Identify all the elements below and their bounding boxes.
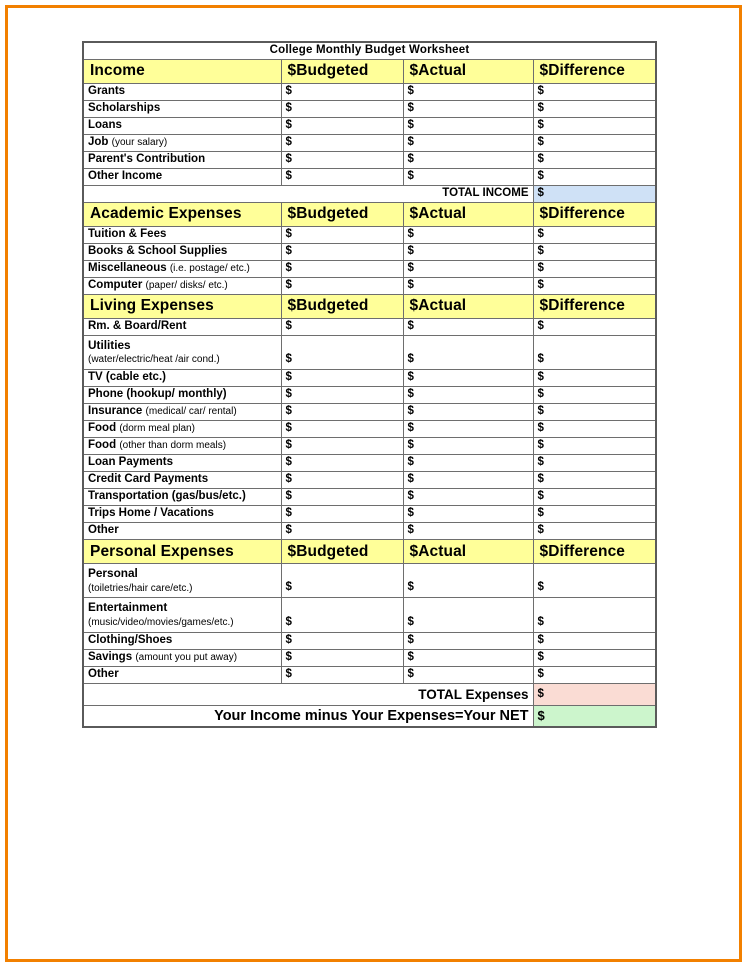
- budgeted-input-cell[interactable]: $: [281, 386, 403, 403]
- difference-input-cell[interactable]: $: [533, 318, 656, 335]
- difference-input-cell[interactable]: $: [533, 649, 656, 666]
- table-row: [83, 83, 656, 100]
- row-label-main: Utilities: [88, 337, 131, 352]
- budget-table: [82, 41, 657, 728]
- difference-input-cell[interactable]: $: [533, 168, 656, 185]
- actual-input-cell[interactable]: $: [403, 563, 533, 597]
- row-label-cell: [83, 598, 281, 632]
- difference-input-cell[interactable]: $: [533, 488, 656, 505]
- budgeted-input-cell[interactable]: $: [281, 318, 403, 335]
- row-label-main: Computer: [88, 278, 143, 291]
- row-label-cell: [83, 386, 281, 403]
- budgeted-input-cell[interactable]: $: [281, 403, 403, 420]
- row-label-note: (i.e. postage/ etc.): [169, 262, 250, 274]
- net-value[interactable]: $: [533, 705, 656, 727]
- actual-input-cell[interactable]: $: [403, 117, 533, 134]
- budgeted-input-cell[interactable]: $: [281, 522, 403, 539]
- column-header-difference: $Difference: [533, 539, 656, 563]
- actual-input-cell[interactable]: $: [403, 277, 533, 294]
- total-income-label: TOTAL INCOME: [83, 185, 533, 202]
- difference-input-cell[interactable]: $: [533, 471, 656, 488]
- row-label-cell: [83, 117, 281, 134]
- row-label-cell: [83, 471, 281, 488]
- actual-input-cell[interactable]: $: [403, 168, 533, 185]
- row-label-main: TV (cable etc.): [88, 371, 166, 384]
- row-label-note: (other than dorm meals): [119, 440, 227, 452]
- actual-input-cell[interactable]: $: [403, 83, 533, 100]
- row-label-cell: [83, 318, 281, 335]
- row-label-main: Miscellaneous: [88, 261, 167, 274]
- row-label-main: Job: [88, 135, 109, 148]
- budgeted-input-cell[interactable]: $: [281, 243, 403, 260]
- budgeted-input-cell[interactable]: $: [281, 632, 403, 649]
- section-header-row: [83, 202, 656, 226]
- table-row: [83, 151, 656, 168]
- row-label-main: Food: [88, 439, 117, 452]
- row-label-cell: [83, 522, 281, 539]
- row-label-note: (toiletries/hair care/etc.): [88, 582, 193, 594]
- difference-input-cell[interactable]: $: [533, 437, 656, 454]
- section-header-row: [83, 294, 656, 318]
- column-header-budgeted: $Budgeted: [281, 294, 403, 318]
- actual-input-cell[interactable]: $: [403, 226, 533, 243]
- difference-input-cell[interactable]: $: [533, 243, 656, 260]
- table-row: [83, 471, 656, 488]
- column-header-difference: $Difference: [533, 202, 656, 226]
- budgeted-input-cell[interactable]: $: [281, 260, 403, 277]
- row-label-cell: [83, 134, 281, 151]
- actual-input-cell[interactable]: $: [403, 403, 533, 420]
- actual-input-cell[interactable]: $: [403, 454, 533, 471]
- difference-input-cell[interactable]: $: [533, 277, 656, 294]
- section-header-row: [83, 539, 656, 563]
- difference-input-cell[interactable]: $: [533, 420, 656, 437]
- total-income-value[interactable]: $: [533, 185, 656, 202]
- table-row: [83, 260, 656, 277]
- row-label-cell: [83, 277, 281, 294]
- actual-input-cell[interactable]: $: [403, 335, 533, 369]
- row-label-cell: [83, 488, 281, 505]
- actual-input-cell[interactable]: $: [403, 420, 533, 437]
- budgeted-input-cell[interactable]: $: [281, 168, 403, 185]
- row-label-main: Clothing/Shoes: [88, 634, 173, 647]
- difference-input-cell[interactable]: $: [533, 83, 656, 100]
- actual-input-cell[interactable]: $: [403, 318, 533, 335]
- row-label-note: (paper/ disks/ etc.): [145, 279, 228, 291]
- budgeted-input-cell[interactable]: $: [281, 277, 403, 294]
- row-label-cell: [83, 649, 281, 666]
- difference-input-cell[interactable]: $: [533, 386, 656, 403]
- table-row: [83, 335, 656, 369]
- table-row: [83, 563, 656, 597]
- table-row: [83, 318, 656, 335]
- page-title: College Monthly Budget Worksheet: [83, 42, 656, 59]
- difference-input-cell[interactable]: $: [533, 598, 656, 632]
- row-label-note: (water/electric/heat /air cond.): [88, 354, 220, 366]
- row-label-cell: [83, 226, 281, 243]
- row-label-main: Transportation (gas/bus/etc.): [88, 490, 246, 503]
- row-label-main: Insurance: [88, 405, 143, 418]
- actual-input-cell[interactable]: $: [403, 488, 533, 505]
- row-label-cell: [83, 100, 281, 117]
- row-label-main: Grants: [88, 84, 126, 97]
- difference-input-cell[interactable]: $: [533, 335, 656, 369]
- total-income-row: [83, 185, 656, 202]
- row-label-cell: [83, 168, 281, 185]
- section-title: Academic Expenses: [83, 202, 281, 226]
- actual-input-cell[interactable]: $: [403, 471, 533, 488]
- section-title: Personal Expenses: [83, 539, 281, 563]
- budgeted-input-cell[interactable]: $: [281, 100, 403, 117]
- table-row: [83, 243, 656, 260]
- budgeted-input-cell[interactable]: $: [281, 454, 403, 471]
- table-row: [83, 420, 656, 437]
- row-label-main: Tuition & Fees: [88, 227, 167, 240]
- row-label-note: (dorm meal plan): [119, 423, 195, 435]
- difference-input-cell[interactable]: $: [533, 505, 656, 522]
- row-label-main: Savings: [88, 651, 133, 664]
- table-row: [83, 226, 656, 243]
- actual-input-cell[interactable]: $: [403, 151, 533, 168]
- actual-input-cell[interactable]: $: [403, 522, 533, 539]
- budgeted-input-cell[interactable]: $: [281, 598, 403, 632]
- difference-input-cell[interactable]: $: [533, 563, 656, 597]
- difference-input-cell[interactable]: $: [533, 260, 656, 277]
- table-row: [83, 403, 656, 420]
- row-label-cell: [83, 454, 281, 471]
- actual-input-cell[interactable]: $: [403, 632, 533, 649]
- table-row: [83, 666, 656, 683]
- row-label-cell: [83, 437, 281, 454]
- row-label-main: Rm. & Board/Rent: [88, 319, 187, 332]
- actual-input-cell[interactable]: $: [403, 598, 533, 632]
- difference-input-cell[interactable]: $: [533, 403, 656, 420]
- difference-input-cell[interactable]: $: [533, 666, 656, 683]
- row-label-main: Phone (hookup/ monthly): [88, 388, 227, 401]
- difference-input-cell[interactable]: $: [533, 454, 656, 471]
- row-label-cell: [83, 403, 281, 420]
- row-label-note: (your salary): [111, 136, 168, 148]
- row-label-note: (amount you put away): [135, 652, 238, 664]
- row-label-cell: [83, 666, 281, 683]
- column-header-difference: $Difference: [533, 294, 656, 318]
- row-label-main: Personal: [88, 565, 138, 580]
- table-row: [83, 437, 656, 454]
- difference-input-cell[interactable]: $: [533, 522, 656, 539]
- difference-input-cell[interactable]: $: [533, 369, 656, 386]
- budgeted-input-cell[interactable]: $: [281, 505, 403, 522]
- column-header-budgeted: $Budgeted: [281, 202, 403, 226]
- row-label-cell: [83, 335, 281, 369]
- row-label-main: Other Income: [88, 169, 163, 182]
- budgeted-input-cell[interactable]: $: [281, 471, 403, 488]
- table-row: [83, 134, 656, 151]
- actual-input-cell[interactable]: $: [403, 369, 533, 386]
- actual-input-cell[interactable]: $: [403, 100, 533, 117]
- budgeted-input-cell[interactable]: $: [281, 563, 403, 597]
- net-label: Your Income minus Your Expenses=Your NET: [83, 705, 533, 727]
- table-row: [83, 100, 656, 117]
- budgeted-input-cell[interactable]: $: [281, 369, 403, 386]
- difference-input-cell[interactable]: $: [533, 117, 656, 134]
- column-header-actual: $Actual: [403, 539, 533, 563]
- row-label-main: Food: [88, 422, 117, 435]
- table-row: [83, 168, 656, 185]
- table-row: [83, 454, 656, 471]
- row-label-cell: [83, 369, 281, 386]
- budgeted-input-cell[interactable]: $: [281, 134, 403, 151]
- row-label-main: Other: [88, 524, 119, 537]
- row-label-cell: [83, 420, 281, 437]
- total-expenses-row: [83, 683, 656, 705]
- total-expenses-label: TOTAL Expenses: [83, 683, 533, 705]
- actual-input-cell[interactable]: $: [403, 666, 533, 683]
- difference-input-cell[interactable]: $: [533, 632, 656, 649]
- section-title: Income: [83, 59, 281, 83]
- row-label-main: Entertainment: [88, 600, 168, 615]
- table-row: [83, 649, 656, 666]
- row-label-cell: [83, 260, 281, 277]
- table-row: [83, 369, 656, 386]
- actual-input-cell[interactable]: $: [403, 505, 533, 522]
- row-label-cell: [83, 563, 281, 597]
- actual-input-cell[interactable]: $: [403, 134, 533, 151]
- budgeted-input-cell[interactable]: $: [281, 151, 403, 168]
- row-label-main: Loan Payments: [88, 456, 173, 469]
- budgeted-input-cell[interactable]: $: [281, 666, 403, 683]
- column-header-budgeted: $Budgeted: [281, 539, 403, 563]
- table-row: [83, 386, 656, 403]
- total-expenses-value[interactable]: $: [533, 683, 656, 705]
- section-title: Living Expenses: [83, 294, 281, 318]
- table-row: [83, 117, 656, 134]
- column-header-difference: $Difference: [533, 59, 656, 83]
- budgeted-input-cell[interactable]: $: [281, 437, 403, 454]
- row-label-cell: [83, 243, 281, 260]
- budget-worksheet: [82, 41, 655, 728]
- row-label-cell: [83, 505, 281, 522]
- table-row: [83, 488, 656, 505]
- actual-input-cell[interactable]: $: [403, 243, 533, 260]
- row-label-main: Scholarships: [88, 101, 161, 114]
- table-row: [83, 598, 656, 632]
- table-row: [83, 522, 656, 539]
- budgeted-input-cell[interactable]: $: [281, 420, 403, 437]
- title-row: [83, 42, 656, 59]
- row-label-note: (music/video/movies/games/etc.): [88, 617, 234, 629]
- column-header-actual: $Actual: [403, 294, 533, 318]
- budgeted-input-cell[interactable]: $: [281, 335, 403, 369]
- row-label-cell: [83, 83, 281, 100]
- row-label-main: Trips Home / Vacations: [88, 507, 214, 520]
- row-label-cell: [83, 151, 281, 168]
- actual-input-cell[interactable]: $: [403, 437, 533, 454]
- row-label-note: (medical/ car/ rental): [145, 406, 237, 418]
- row-label-main: Loans: [88, 118, 122, 131]
- table-row: [83, 505, 656, 522]
- budgeted-input-cell[interactable]: $: [281, 488, 403, 505]
- column-header-budgeted: $Budgeted: [281, 59, 403, 83]
- actual-input-cell[interactable]: $: [403, 649, 533, 666]
- difference-input-cell[interactable]: $: [533, 151, 656, 168]
- budgeted-input-cell[interactable]: $: [281, 117, 403, 134]
- row-label-main: Other: [88, 668, 119, 681]
- budgeted-input-cell[interactable]: $: [281, 83, 403, 100]
- net-row: [83, 705, 656, 727]
- actual-input-cell[interactable]: $: [403, 260, 533, 277]
- column-header-actual: $Actual: [403, 59, 533, 83]
- difference-input-cell[interactable]: $: [533, 100, 656, 117]
- budgeted-input-cell[interactable]: $: [281, 649, 403, 666]
- row-label-main: Books & School Supplies: [88, 244, 228, 257]
- difference-input-cell[interactable]: $: [533, 134, 656, 151]
- table-row: [83, 632, 656, 649]
- row-label-main: Credit Card Payments: [88, 473, 209, 486]
- actual-input-cell[interactable]: $: [403, 386, 533, 403]
- row-label-main: Parent's Contribution: [88, 152, 206, 165]
- difference-input-cell[interactable]: $: [533, 226, 656, 243]
- section-header-row: [83, 59, 656, 83]
- table-row: [83, 277, 656, 294]
- budgeted-input-cell[interactable]: $: [281, 226, 403, 243]
- column-header-actual: $Actual: [403, 202, 533, 226]
- row-label-cell: [83, 632, 281, 649]
